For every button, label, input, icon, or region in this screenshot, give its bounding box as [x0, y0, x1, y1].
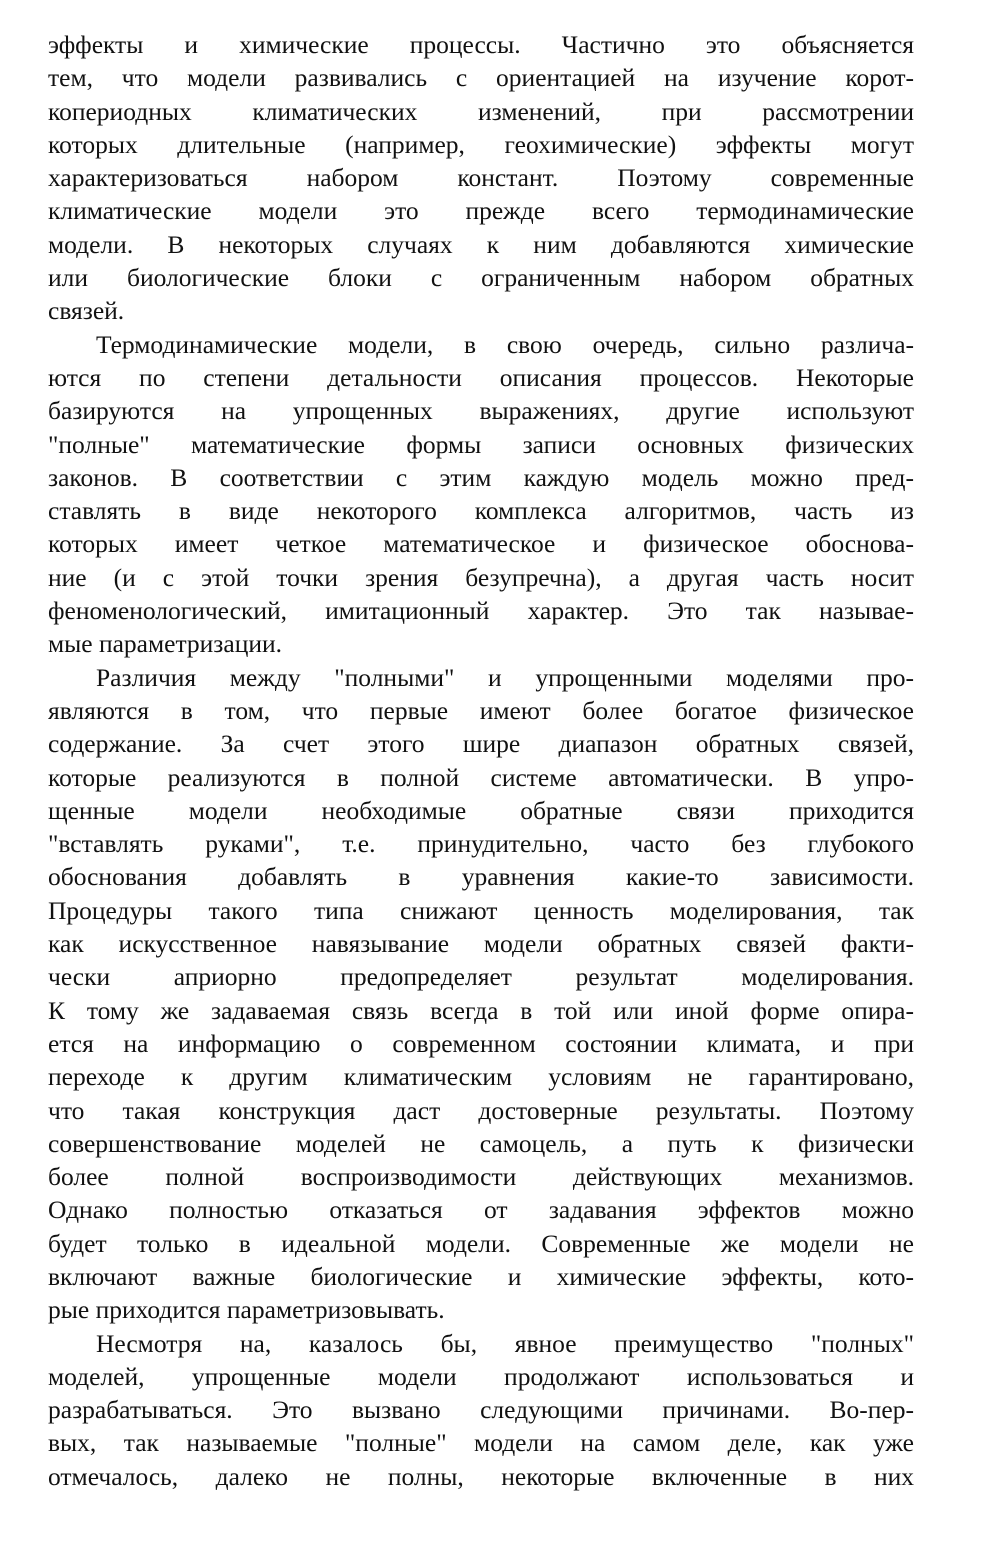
text-line: климатические модели это прежде всего термодинамические: [48, 196, 914, 226]
text-line: разрабатываться. Это вызвано следующими причинами. Во-пер-: [48, 1395, 914, 1425]
text-line: модели. В некоторых случаях к ним добавляются химические: [48, 229, 914, 259]
text-line: совершенствование моделей не самоцель, а путь к физически: [48, 1128, 914, 1158]
text-line: связей.: [48, 296, 125, 326]
text-line: "вставлять руками", т.е. принудительно, часто без глубокого: [48, 829, 914, 859]
paragraph: [48, 328, 914, 661]
page-text: [48, 28, 914, 1493]
text-line: эффекты и химические процессы. Частично это объясняется: [48, 30, 914, 59]
text-line: щенные модели необходимые обратные связи приходится: [48, 795, 914, 825]
text-line: базируются на упрощенных выражениях, другие используют: [48, 396, 914, 426]
text-line: что такая конструкция даст достоверные результаты. Поэтому: [48, 1095, 914, 1125]
paragraph: [48, 1327, 914, 1493]
text-line: моделей, упрощенные модели продолжают использоваться и: [48, 1361, 914, 1391]
text-line: будет только в идеальной модели. Современные же модели не: [48, 1228, 914, 1258]
text-line: феноменологический, имитационный характер. Это так называе-: [48, 596, 914, 626]
text-line: которых длительные (например, геохимические) эффекты могут: [48, 129, 914, 159]
text-line: обоснования добавлять в уравнения какие-то зависимости.: [48, 862, 914, 892]
text-line: К тому же задаваемая связь всегда в той или иной форме опира-: [48, 995, 914, 1025]
text-line: Различия между "полными" и упрощенными моделями про-: [96, 662, 914, 692]
text-line: более полной воспроизводимости действующих механизмов.: [48, 1162, 914, 1192]
text-line: Однако полностью отказаться от задавания эффектов можно: [48, 1195, 914, 1225]
text-line: ние (и с этой точки зрения безупречна), а другая часть носит: [48, 562, 914, 592]
paragraph: [48, 661, 914, 1327]
text-line: копериодных климатических изменений, при рассмотрении: [48, 96, 914, 126]
text-line: отмечалось, далеко не полны, некоторые включенные в них: [48, 1461, 914, 1491]
text-line: рые приходится параметризовывать.: [48, 1295, 445, 1325]
text-line: чески априорно предопределяет результат моделирования.: [48, 962, 914, 992]
text-line: ется на информацию о современном состоянии климата, и при: [48, 1028, 914, 1058]
text-line: Термодинамические модели, в свою очередь, сильно различа-: [96, 329, 914, 359]
text-line: законов. В соответствии с этим каждую модель можно пред-: [48, 462, 914, 492]
text-line: вых, так называемые "полные" модели на самом деле, как уже: [48, 1428, 914, 1458]
text-line: которые реализуются в полной системе автоматически. В упро-: [48, 762, 914, 792]
text-line: переходе к другим климатическим условиям не гарантировано,: [48, 1062, 914, 1092]
text-line: ются по степени детальности описания процессов. Некоторые: [48, 362, 914, 392]
text-line: являются в том, что первые имеют более богатое физическое: [48, 695, 914, 725]
text-line: характеризоваться набором констант. Поэтому современные: [48, 163, 914, 193]
paragraph: [48, 28, 914, 328]
text-line: которых имеет четкое математическое и физическое обоснова-: [48, 529, 914, 559]
text-line: Процедуры такого типа снижают ценность моделирования, так: [48, 895, 914, 925]
text-line: включают важные биологические и химические эффекты, кото-: [48, 1261, 914, 1291]
text-line: или биологические блоки с ограниченным набором обратных: [48, 263, 914, 293]
text-line: "полные" математические формы записи основных физических: [48, 429, 914, 459]
text-line: тем, что модели развивались с ориентацией на изучение корот-: [48, 63, 914, 93]
text-line: как искусственное навязывание модели обратных связей факти-: [48, 929, 914, 959]
text-line: содержание. За счет этого шире диапазон обратных связей,: [48, 729, 914, 759]
text-line: мые параметризации.: [48, 629, 283, 659]
text-line: Несмотря на, казалось бы, явное преимущество "полных": [96, 1328, 914, 1358]
text-line: ставлять в виде некоторого комплекса алгоритмов, часть из: [48, 496, 914, 526]
